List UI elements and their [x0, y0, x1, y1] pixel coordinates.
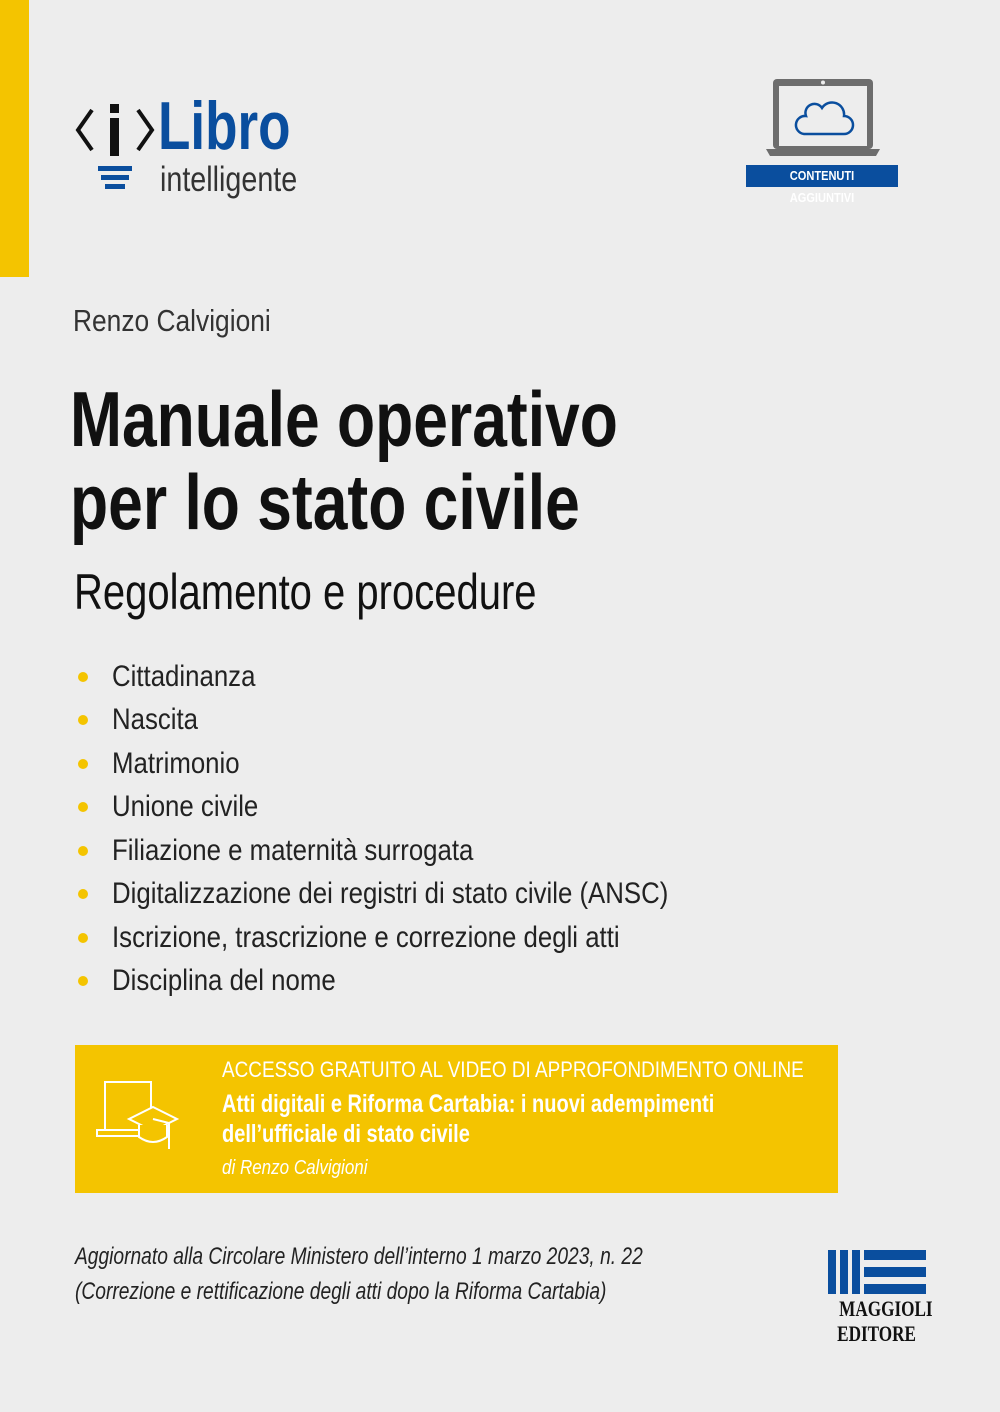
bullet-icon	[78, 759, 88, 769]
topic-label: Matrimonio	[112, 746, 240, 780]
online-video-box	[75, 1045, 838, 1193]
topic-label: Nascita	[112, 703, 199, 737]
bullet-icon	[78, 846, 88, 856]
laptop-graduation-cap-icon	[95, 1079, 195, 1159]
laptop-cloud-icon	[764, 76, 882, 162]
badge-label: CONTENUTI AGGIUNTIVI	[789, 168, 855, 205]
list-item	[74, 916, 759, 960]
yellow-side-strip	[0, 0, 29, 277]
topic-label: Iscrizione, trascrizione e correzione degli atti	[112, 920, 620, 954]
video-title	[222, 1089, 714, 1149]
author-name: Renzo Calvigioni	[73, 303, 271, 338]
video-byline: di Renzo Calvigioni	[222, 1157, 368, 1179]
book-title-line2: per lo stato civile	[70, 458, 580, 546]
bullet-icon	[78, 933, 88, 943]
logo-tagline: intelligente	[160, 160, 298, 199]
topic-label: Digitalizzazione dei registri di stato civile (ANSC)	[112, 877, 669, 911]
list-item	[74, 699, 759, 743]
topic-label: Disciplina del nome	[112, 964, 336, 998]
video-title-line2: dell’ufficiale di stato civile	[222, 1120, 470, 1148]
update-note-line2: (Correzione e rettificazione degli atti dopo la Riforma Cartabia)	[75, 1278, 607, 1305]
bullet-icon	[78, 802, 88, 812]
publisher-line2: EDITORE	[837, 1321, 917, 1346]
list-item	[74, 960, 759, 1004]
video-box-heading: ACCESSO GRATUITO AL VIDEO DI APPROFONDIMENTO ONLINE	[222, 1057, 804, 1082]
topic-list	[74, 655, 759, 1003]
publisher-line1: MAGGIOLI	[839, 1296, 933, 1321]
topic-label: Filiazione e maternità surrogata	[112, 833, 474, 867]
topic-label: Cittadinanza	[112, 659, 256, 693]
bullet-icon	[78, 976, 88, 986]
bullet-icon	[78, 889, 88, 899]
additional-content-badge	[746, 165, 898, 205]
update-note-line1: Aggiornato alla Circolare Ministero dell’interno 1 marzo 2023, n. 22	[75, 1243, 643, 1270]
book-title-line1: Manuale operativo	[70, 375, 618, 463]
bullet-icon	[78, 672, 88, 682]
lightbulb-brackets-icon	[74, 100, 160, 192]
topic-label: Unione civile	[112, 790, 259, 824]
video-title-line1: Atti digitali e Riforma Cartabia: i nuovi adempimenti	[222, 1090, 715, 1118]
list-item	[74, 742, 759, 786]
list-item	[74, 873, 759, 917]
list-item	[74, 786, 759, 830]
book-subtitle: Regolamento e procedure	[74, 564, 537, 620]
list-item	[74, 829, 759, 873]
maggioli-mark-icon	[826, 1250, 928, 1294]
list-item	[74, 655, 759, 699]
logo-brand: Libro	[158, 88, 291, 164]
bullet-icon	[78, 715, 88, 725]
publisher-name	[826, 1296, 933, 1346]
